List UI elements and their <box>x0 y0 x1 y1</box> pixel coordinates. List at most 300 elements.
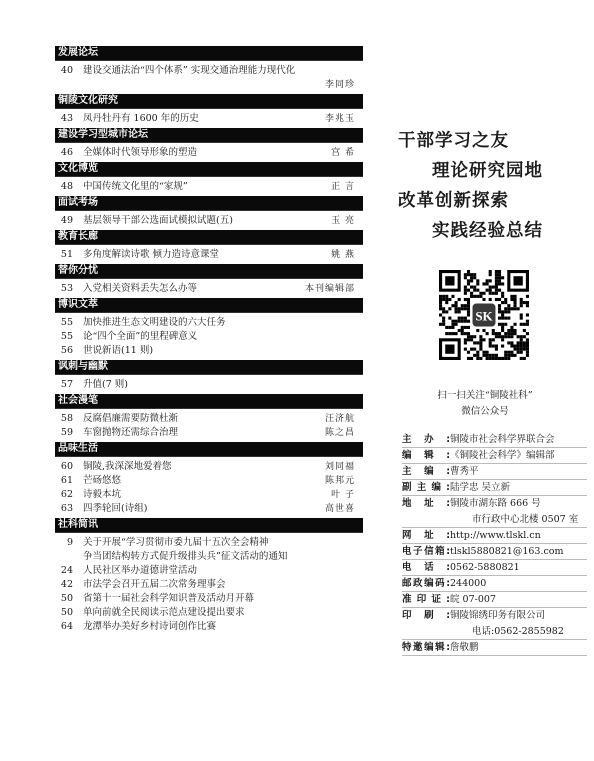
page-number: 63 <box>60 503 73 514</box>
qr-module <box>445 295 448 298</box>
qr-module <box>501 282 504 285</box>
qr-module <box>498 289 501 292</box>
qr-module <box>526 344 529 347</box>
qr-module <box>482 354 485 357</box>
qr-module <box>498 307 501 310</box>
qr-module <box>479 341 482 344</box>
entry-title: 世说新语(11 则) <box>83 345 154 356</box>
masthead-value: 0562-5880821 <box>450 562 520 573</box>
qr-module <box>470 273 473 276</box>
qr-module <box>504 357 507 360</box>
toc-entry[interactable] <box>55 412 363 426</box>
qr-module <box>495 335 498 338</box>
qr-module <box>464 348 467 351</box>
qr-module <box>467 338 470 341</box>
entry-title: 入党相关资料丢失怎么办等 <box>83 283 198 294</box>
entry-title: 龙潭举办美好乡村诗词创作比赛 <box>83 621 217 632</box>
entry-author: 李同珍 <box>324 80 355 90</box>
toc-entry[interactable] <box>55 180 363 194</box>
qr-module <box>501 317 504 320</box>
qr-module <box>501 292 504 295</box>
qr-module <box>489 270 492 273</box>
qr-module <box>510 298 513 301</box>
qr-module <box>523 357 526 360</box>
page-number: 42 <box>60 579 73 590</box>
qr-module <box>510 332 513 335</box>
section-header: 铜陵文化研究 <box>55 94 363 108</box>
qr-module <box>520 338 523 341</box>
qr-module <box>526 301 529 304</box>
masthead-label: 特 邀 编 辑 : <box>402 642 450 653</box>
qr-module <box>464 273 467 276</box>
section-header: 社会漫笔 <box>55 394 363 408</box>
toc-section <box>55 264 363 298</box>
page-number: 56 <box>60 345 73 356</box>
masthead-value: 皖 07-007 <box>450 594 496 605</box>
qr-module <box>473 276 476 279</box>
qr-module <box>513 344 516 347</box>
qr-module <box>448 298 451 301</box>
qr-finder <box>513 276 522 285</box>
page-number: 55 <box>60 331 73 342</box>
qr-module <box>526 351 529 354</box>
qr-module <box>520 335 523 338</box>
masthead-label: 电 子 信 箱 : <box>402 546 450 557</box>
qr-module <box>526 348 529 351</box>
masthead-row <box>402 480 587 496</box>
slogan-line-4: 实践经验总结 <box>432 221 543 241</box>
qr-module <box>504 310 507 313</box>
qr-caption <box>415 388 555 420</box>
qr-module <box>467 301 470 304</box>
masthead-label: 副 主 编 : <box>402 482 450 493</box>
qr-module <box>510 295 513 298</box>
qr-module <box>495 282 498 285</box>
qr-module <box>448 326 451 329</box>
qr-module <box>479 295 482 298</box>
qr-module <box>504 335 507 338</box>
qr-module <box>492 332 495 335</box>
qr-module <box>486 357 489 360</box>
qr-module <box>495 298 498 301</box>
qr-module <box>476 295 479 298</box>
qr-module <box>507 317 510 320</box>
qr-module <box>498 323 501 326</box>
toc-entry[interactable] <box>55 488 363 502</box>
qr-module <box>482 282 485 285</box>
qr-module <box>467 357 470 360</box>
qr-module <box>492 338 495 341</box>
qr-module <box>520 348 523 351</box>
entry-title: 全媒体时代领导形象的塑造 <box>83 147 198 158</box>
table-of-contents <box>55 46 363 636</box>
qr-module <box>510 351 513 354</box>
qr-module <box>495 276 498 279</box>
entry-author: 刘同福 <box>324 462 355 472</box>
toc-section <box>55 94 363 128</box>
masthead-row <box>402 624 587 640</box>
qr-module <box>489 289 492 292</box>
section-header: 文化博览 <box>55 162 363 176</box>
qr-module <box>507 310 510 313</box>
qr-module <box>495 270 498 273</box>
qr-module <box>473 289 476 292</box>
qr-module <box>464 304 467 307</box>
qr-module <box>504 323 507 326</box>
masthead-row <box>402 432 587 448</box>
toc-entry[interactable] <box>55 330 363 344</box>
masthead-value: 电话:0562-2855982 <box>472 626 564 637</box>
entry-author: 正 言 <box>331 182 355 192</box>
qr-module <box>458 310 461 313</box>
qr-module <box>467 351 470 354</box>
masthead-label: 主 办 : <box>402 434 450 445</box>
qr-module <box>464 286 467 289</box>
qr-module <box>486 279 489 282</box>
qr-module <box>520 323 523 326</box>
page-number: 53 <box>60 283 73 294</box>
qr-finder <box>445 276 454 285</box>
qr-module <box>498 310 501 313</box>
masthead-label: 编 辑 : <box>402 450 450 461</box>
qr-module <box>451 323 454 326</box>
qr-module <box>517 351 520 354</box>
qr-module <box>479 357 482 360</box>
entry-author: 叶 子 <box>331 490 355 500</box>
toc-entry[interactable] <box>55 112 363 126</box>
qr-module <box>501 310 504 313</box>
qr-module <box>439 323 442 326</box>
toc-section <box>55 518 363 636</box>
section-header: 博识文萃 <box>55 298 363 312</box>
qr-module <box>510 341 513 344</box>
qr-module <box>501 329 504 332</box>
qr-module <box>498 270 501 273</box>
masthead-value: 曹秀平 <box>450 466 479 477</box>
qr-module <box>451 304 454 307</box>
qr-module <box>504 332 507 335</box>
section-header: 品味生活 <box>55 442 363 456</box>
qr-module <box>479 344 482 347</box>
qr-module <box>467 307 470 310</box>
entry-title: 反腐倡廉需要防微杜渐 <box>83 413 179 424</box>
toc-entry[interactable] <box>55 550 363 564</box>
qr-module <box>455 310 458 313</box>
qr-module <box>489 286 492 289</box>
qr-module <box>513 323 516 326</box>
qr-module <box>467 310 470 313</box>
qr-module <box>451 295 454 298</box>
qr-module <box>520 317 523 320</box>
toc-entry[interactable] <box>55 564 363 578</box>
qr-module <box>461 326 464 329</box>
qr-module <box>526 323 529 326</box>
qr-module <box>501 276 504 279</box>
qr-module <box>439 295 442 298</box>
qr-module <box>520 357 523 360</box>
qr-module <box>467 273 470 276</box>
page-number: 60 <box>60 461 73 472</box>
page-number: 59 <box>60 427 73 438</box>
qr-module <box>507 335 510 338</box>
qr-module <box>461 304 464 307</box>
masthead-value: 铜陵锦绣印务有限公司 <box>450 610 546 621</box>
entry-title: 建设交通法治“四个体系” 实现交通治理能力现代化 <box>83 65 296 76</box>
qr-module <box>517 341 520 344</box>
masthead-value: 陆学忠 吴立新 <box>450 482 511 493</box>
qr-module <box>498 357 501 360</box>
qr-module <box>473 295 476 298</box>
toc-entry[interactable] <box>55 378 363 392</box>
toc-section <box>55 128 363 162</box>
qr-module <box>476 329 479 332</box>
qr-module <box>461 332 464 335</box>
qr-module <box>507 354 510 357</box>
section-header: 发展论坛 <box>55 46 363 60</box>
qr-module <box>510 335 513 338</box>
qr-module <box>495 332 498 335</box>
section-header: 社科简讯 <box>55 518 363 532</box>
page-number: 58 <box>60 413 73 424</box>
qr-module <box>520 351 523 354</box>
qr-module <box>486 354 489 357</box>
page-number: 55 <box>60 317 73 328</box>
qr-module <box>495 289 498 292</box>
qr-module <box>513 298 516 301</box>
qr-module <box>445 326 448 329</box>
qr-module <box>495 286 498 289</box>
qr-module <box>442 323 445 326</box>
section-header: 教育长廊 <box>55 230 363 244</box>
qr-module <box>498 332 501 335</box>
qr-module <box>495 273 498 276</box>
qr-module <box>482 351 485 354</box>
toc-entry[interactable] <box>55 474 363 488</box>
qr-module <box>451 320 454 323</box>
qr-module <box>470 348 473 351</box>
toc-entry[interactable] <box>55 426 363 440</box>
qr-module <box>507 307 510 310</box>
masthead-value: http://www.tlskl.cn <box>450 530 541 541</box>
qr-module <box>504 298 507 301</box>
section-header: 替你分忧 <box>55 264 363 278</box>
toc-entry[interactable] <box>55 502 363 516</box>
section-header: 讽刺与幽默 <box>55 360 363 374</box>
entry-author: 陈邦元 <box>324 476 355 486</box>
qr-module <box>498 304 501 307</box>
qr-module <box>455 307 458 310</box>
masthead-row <box>402 608 587 624</box>
qr-module <box>489 298 492 301</box>
toc-section <box>55 230 363 264</box>
qr-module <box>498 276 501 279</box>
qr-module <box>476 279 479 282</box>
entry-author: 李兆玉 <box>324 114 355 124</box>
toc-entry[interactable] <box>55 536 363 550</box>
page-number: 50 <box>60 607 73 618</box>
toc-entry[interactable] <box>55 64 363 78</box>
toc-section <box>55 298 363 360</box>
qr-module <box>482 338 485 341</box>
qr-module <box>467 320 470 323</box>
qr-module <box>467 282 470 285</box>
masthead-value: 244000 <box>450 578 487 589</box>
masthead-label: 准 印 证 : <box>402 594 450 605</box>
qr-module <box>464 276 467 279</box>
qr-module <box>513 307 516 310</box>
qr-module <box>461 320 464 323</box>
toc-entry[interactable] <box>55 592 363 606</box>
entry-title: 人民社区举办道德讲堂活动 <box>83 565 198 576</box>
qr-module <box>479 338 482 341</box>
qr-module <box>458 307 461 310</box>
qr-module <box>523 341 526 344</box>
qr-module <box>501 301 504 304</box>
qr-module <box>470 335 473 338</box>
qr-module <box>520 298 523 301</box>
qr-module <box>458 298 461 301</box>
masthead-info <box>402 432 587 656</box>
entry-title: 多角度解读诗歌 倾力造诗意课堂 <box>83 249 220 260</box>
masthead-row <box>402 496 587 512</box>
qr-module <box>461 317 464 320</box>
page-number: 43 <box>60 113 73 124</box>
qr-module <box>513 304 516 307</box>
toc-entry[interactable] <box>55 282 363 296</box>
qr-module <box>492 329 495 332</box>
qr-module <box>458 320 461 323</box>
qr-module <box>467 298 470 301</box>
qr-module <box>482 329 485 332</box>
masthead-row <box>402 640 587 656</box>
masthead-label: 地 址 : <box>402 498 450 509</box>
qr-module <box>523 344 526 347</box>
toc-entry[interactable] <box>55 78 363 92</box>
masthead-value: 市行政中心北楼 0507 室 <box>472 514 579 525</box>
toc-entry[interactable] <box>55 606 363 620</box>
qr-module <box>504 301 507 304</box>
toc-entry[interactable] <box>55 214 363 228</box>
qr-module <box>498 298 501 301</box>
qr-module <box>470 279 473 282</box>
qr-module <box>464 332 467 335</box>
qr-module <box>473 335 476 338</box>
toc-section <box>55 162 363 196</box>
masthead-label: 邮 政 编 码 : <box>402 578 450 589</box>
qr-module <box>470 292 473 295</box>
qr-module <box>498 279 501 282</box>
entry-title: 铜陵,我深深地爱着您 <box>83 461 172 472</box>
toc-entry[interactable] <box>55 578 363 592</box>
qr-module <box>489 279 492 282</box>
entry-author: 汪济航 <box>324 414 355 424</box>
qr-module <box>492 286 495 289</box>
qr-module <box>467 332 470 335</box>
qr-module <box>464 307 467 310</box>
masthead-label: 印 刷 : <box>402 610 450 621</box>
qr-module <box>451 332 454 335</box>
qr-logo-text: SK <box>475 308 493 324</box>
qr-module <box>526 341 529 344</box>
entry-author: 姚 燕 <box>331 250 355 260</box>
qr-module <box>489 344 492 347</box>
qr-module <box>461 307 464 310</box>
qr-module <box>498 317 501 320</box>
qr-module <box>501 295 504 298</box>
page-number: 61 <box>60 475 73 486</box>
page-number: 46 <box>60 147 73 158</box>
qr-module <box>507 351 510 354</box>
qr-module <box>467 335 470 338</box>
toc-entry[interactable] <box>55 620 363 634</box>
qr-module <box>501 313 504 316</box>
qr-module <box>501 326 504 329</box>
qr-module <box>526 354 529 357</box>
qr-module <box>526 320 529 323</box>
page-number: 62 <box>60 489 73 500</box>
qr-module <box>455 323 458 326</box>
qr-module <box>520 313 523 316</box>
qr-module <box>467 313 470 316</box>
qr-module <box>439 307 442 310</box>
qr-module <box>439 301 442 304</box>
qr-module <box>482 298 485 301</box>
toc-entry[interactable] <box>55 344 363 358</box>
toc-section <box>55 196 363 230</box>
qr-module <box>455 304 458 307</box>
masthead-row <box>402 544 587 560</box>
qr-module <box>464 317 467 320</box>
entry-title: 论“四个全面”的里程碑意义 <box>83 331 198 342</box>
entry-title: 凤丹牡丹有 1600 年的历史 <box>83 113 199 124</box>
qr-module <box>513 329 516 332</box>
masthead-row <box>402 592 587 608</box>
qr-module <box>479 292 482 295</box>
qr-module <box>495 357 498 360</box>
qr-module <box>476 351 479 354</box>
qr-module <box>464 341 467 344</box>
qr-module <box>448 317 451 320</box>
qr-module <box>492 344 495 347</box>
qr-module <box>464 338 467 341</box>
slogan <box>398 126 578 246</box>
toc-entry[interactable] <box>55 146 363 160</box>
qr-module <box>439 313 442 316</box>
qr-module <box>476 354 479 357</box>
qr-module <box>442 307 445 310</box>
qr-module <box>498 282 501 285</box>
qr-module <box>517 307 520 310</box>
qr-module <box>455 301 458 304</box>
qr-module <box>486 282 489 285</box>
qr-module <box>476 357 479 360</box>
masthead-row <box>402 528 587 544</box>
qr-module <box>473 354 476 357</box>
entry-author: 本刊编辑部 <box>304 284 355 294</box>
qr-module <box>476 282 479 285</box>
page-number: 40 <box>60 65 73 76</box>
masthead-row <box>402 512 587 528</box>
masthead-value: 铜陵市社会科学界联合会 <box>450 434 555 445</box>
masthead-value: 铜陵市湖东路 666 号 <box>450 498 541 509</box>
page-number: 48 <box>60 181 73 192</box>
toc-entry[interactable] <box>55 460 363 474</box>
qr-module <box>507 304 510 307</box>
qr-module <box>448 332 451 335</box>
page-number: 51 <box>60 249 73 260</box>
toc-entry[interactable] <box>55 316 363 330</box>
toc-entry[interactable] <box>55 248 363 262</box>
